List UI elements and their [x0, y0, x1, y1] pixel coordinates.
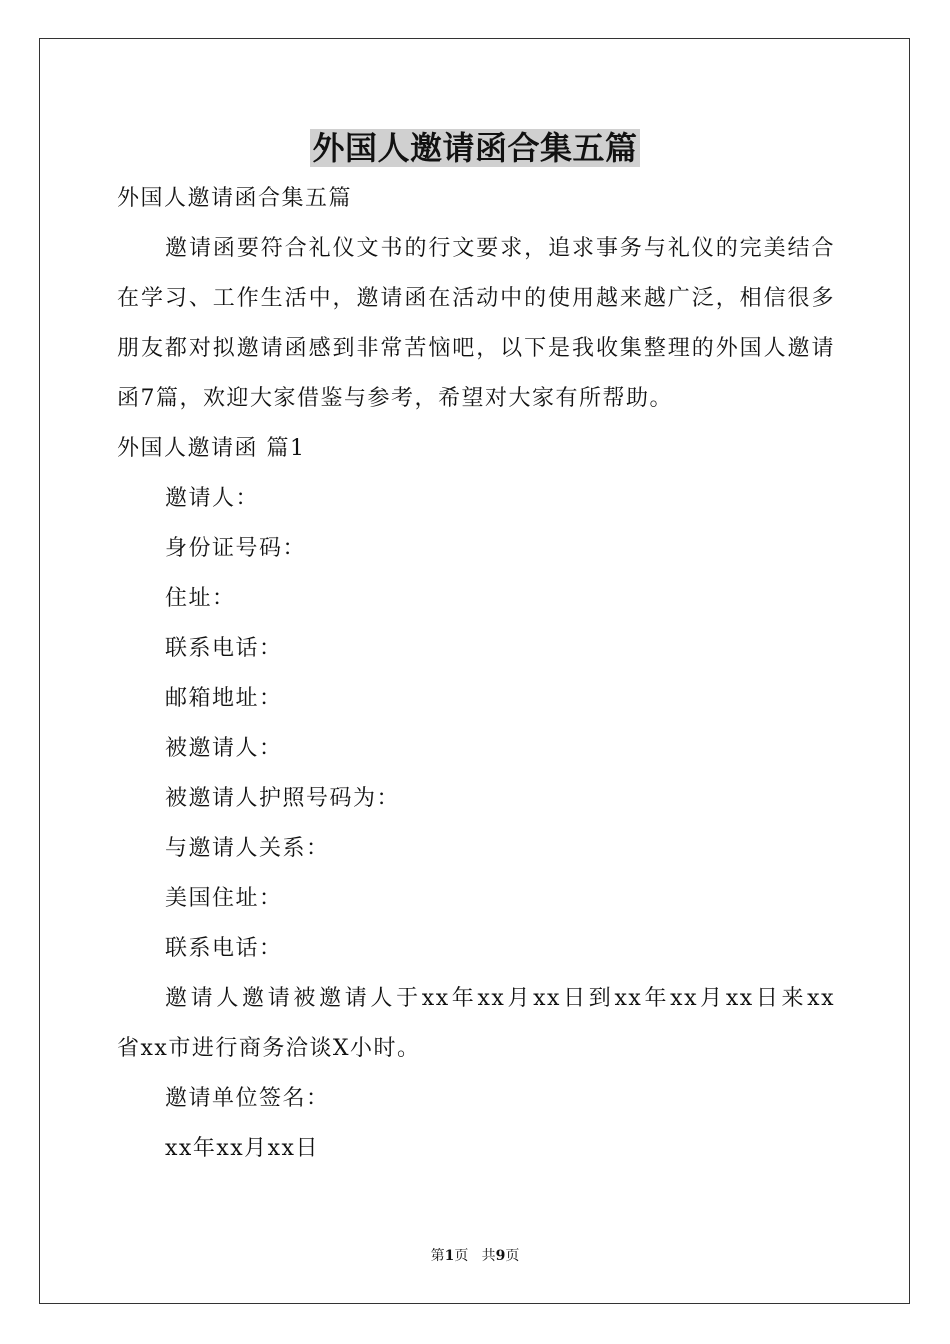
date-line: xx年xx月xx日: [165, 1136, 319, 1161]
footer-page-number: 1: [444, 1248, 455, 1264]
field-id-number: 身份证号码：: [165, 536, 307, 561]
field-us-address: 美国住址：: [165, 886, 283, 911]
intro-line-1: 邀请函要符合礼仪文书的行文要求，追求事务与礼仪的完美结合: [165, 236, 835, 261]
section-heading: 外国人邀请函 篇1: [117, 436, 306, 461]
document-title-text: 外国人邀请函合集五篇: [312, 129, 638, 167]
body-line-1: 邀请人邀请被邀请人于xx年xx月xx日到xx年xx月xx日来xx: [165, 986, 835, 1011]
footer-total-prefix: 共: [481, 1248, 496, 1264]
field-inviter: 邀请人：: [165, 486, 260, 511]
footer-page-suffix: 页: [454, 1248, 469, 1264]
intro-line-4: 函7篇，欢迎大家借鉴与参考，希望对大家有所帮助。: [117, 386, 673, 411]
body-line-2: 省xx市进行商务洽谈X小时。: [117, 1036, 421, 1061]
document-title: [0, 126, 950, 170]
intro-line-3: 朋友都对拟邀请函感到非常苦恼吧，以下是我收集整理的外国人邀请: [117, 336, 835, 361]
document-body: [117, 174, 835, 1174]
field-relationship: 与邀请人关系：: [165, 836, 330, 861]
footer-total-pages: 9: [495, 1248, 506, 1264]
field-passport: 被邀请人护照号码为：: [165, 786, 401, 811]
footer-total-suffix: 页: [505, 1248, 520, 1264]
field-phone: 联系电话：: [165, 636, 283, 661]
field-email: 邮箱地址：: [165, 686, 283, 711]
document-subtitle: 外国人邀请函合集五篇: [117, 186, 353, 211]
field-phone-2: 联系电话：: [165, 936, 283, 961]
page-footer: [0, 1246, 950, 1266]
footer-page-prefix: 第: [430, 1248, 445, 1264]
field-invitee: 被邀请人：: [165, 736, 283, 761]
signature-line: 邀请单位签名：: [165, 1086, 330, 1111]
intro-line-2: 在学习、工作生活中，邀请函在活动中的使用越来越广泛，相信很多: [117, 286, 835, 311]
field-address: 住址：: [165, 586, 236, 611]
